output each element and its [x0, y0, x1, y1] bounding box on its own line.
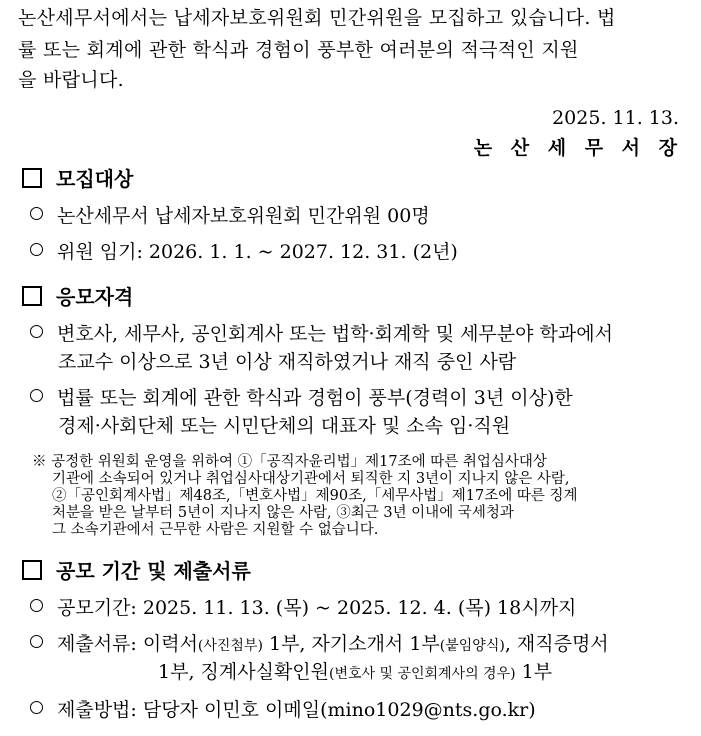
circle-bullet-icon	[30, 635, 43, 648]
section-recruit-title: 모집대상	[22, 166, 133, 192]
recruit-item-1: 논산세무서 납세자보호위원회 민간위원 00명	[30, 204, 430, 228]
qualification-item-2: 법률 또는 회계에 관한 학식과 경험이 풍부(경력이 3년 이상)한	[30, 386, 573, 410]
checkbox-square-icon	[22, 168, 42, 188]
qualification-note-line-4: 처분을 받은 날부터 5년이 지나지 않은 사람, ③최근 3년 이내에 국세청과	[52, 505, 514, 521]
method-item: 제출방법: 담당자 이민호 이메일(mino1029@nts.go.kr)	[30, 698, 536, 722]
circle-bullet-icon	[30, 207, 43, 220]
intro-line-1: 논산세무서에서는 납세자보호위원회 민간위원을 모집하고 있습니다. 법	[18, 7, 616, 29]
qualification-note-line-1: ※ 공정한 위원회 운영을 위하여 ①「공직자윤리법」제17조에 따른 취업심사대상	[32, 454, 547, 470]
circle-bullet-icon	[30, 325, 43, 338]
qualification-item-1-cont: 조교수 이상으로 3년 이상 재직하였거나 재직 중인 사람	[58, 351, 517, 373]
qualification-item-2-cont: 경제·사회단체 또는 시민단체의 대표자 및 소속 임·직원	[58, 415, 511, 437]
section-period-title: 공모 기간 및 제출서류	[22, 558, 251, 584]
documents-item-cont: 1부, 징계사실확인원(변호사 및 공인회계사의 경우) 1부	[158, 661, 553, 683]
section-qualification-title: 응모자격	[22, 284, 133, 310]
recruit-item-2: 위원 임기: 2026. 1. 1. ~ 2027. 12. 31. (2년)	[30, 240, 458, 264]
qualification-item-1: 변호사, 세무사, 공인회계사 또는 법학·회계학 및 세무분야 학과에서	[30, 322, 613, 346]
qualification-note-line-2: 기관에 소속되어 있거나 취업심사대상기관에서 퇴직한 지 3년이 지나지 않은 사람,	[52, 471, 570, 487]
qualification-note-line-5: 그 소속기관에서 근무한 사람은 지원할 수 없습니다.	[52, 522, 379, 538]
circle-bullet-icon	[30, 243, 43, 256]
checkbox-square-icon	[22, 560, 42, 580]
intro-line-2: 률 또는 회계에 관한 학식과 경험이 풍부한 여러분의 적극적인 지원	[18, 39, 579, 61]
checkbox-square-icon	[22, 286, 42, 306]
notice-date: 2025. 11. 13.	[552, 107, 679, 129]
qualification-note-line-3: ②「공인회계사법」제48조,「변호사법」제90조,「세무사법」제17조에 따른 징계	[52, 488, 578, 504]
documents-item: 제출서류: 이력서(사진첨부) 1부, 자기소개서 1부(붙임양식), 재직증명서	[30, 632, 609, 658]
circle-bullet-icon	[30, 389, 43, 402]
period-item: 공모기간: 2025. 11. 13. (목) ~ 2025. 12. 4. (목) 18시까지	[30, 596, 576, 620]
intro-line-3: 을 바랍니다.	[18, 69, 124, 91]
circle-bullet-icon	[30, 599, 43, 612]
circle-bullet-icon	[30, 701, 43, 714]
signer: 논 산 세 무 서 장	[473, 137, 683, 159]
